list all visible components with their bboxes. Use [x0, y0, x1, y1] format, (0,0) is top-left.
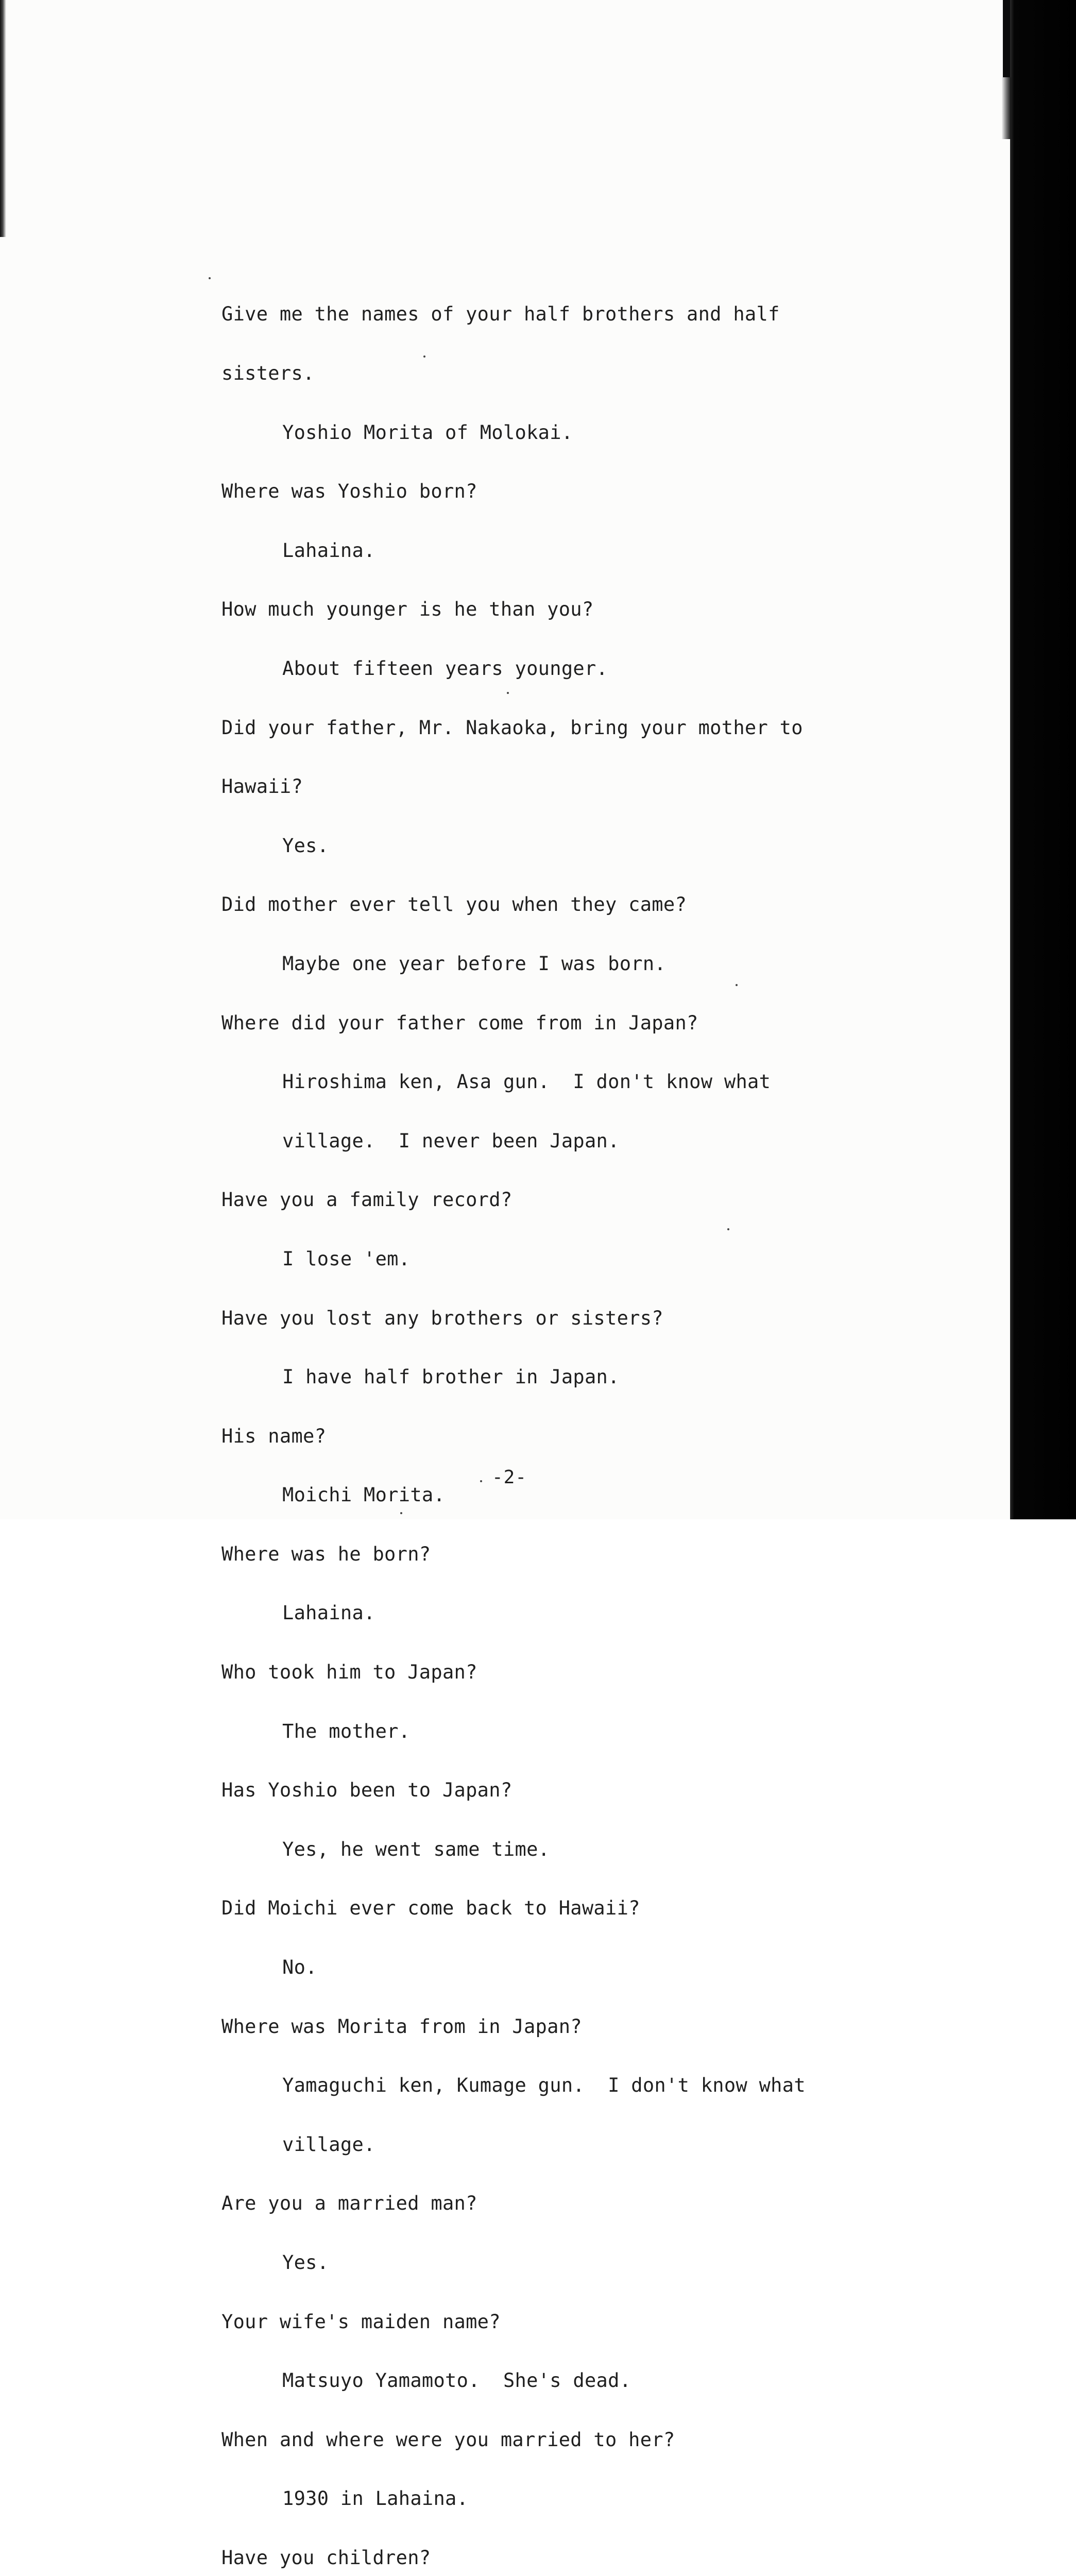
- transcript-question-line: Have you lost any brothers or sisters?: [221, 1307, 663, 1329]
- transcript-question-line: Did mother ever tell you when they came?: [221, 893, 687, 916]
- transcript-answer-line: village. I never been Japan.: [282, 1129, 620, 1152]
- transcript-answer-line: Lahaina.: [282, 1602, 375, 1624]
- transcript-question-line: Has Yoshio been to Japan?: [221, 1779, 513, 1802]
- transcript-question-line: Are you a married man?: [221, 2192, 477, 2215]
- transcript-question-line: Have you children?: [221, 2546, 431, 2569]
- transcript-answer-line: Yoshio Morita of Molokai.: [282, 421, 573, 444]
- transcript-question-line: Did Moichi ever come back to Hawaii?: [221, 1897, 640, 1920]
- page-number: -2-: [492, 1467, 527, 1488]
- transcript-answer-line: About fifteen years younger.: [282, 657, 608, 680]
- transcript-answer-line: Yes.: [282, 834, 329, 857]
- transcript-question-line: How much younger is he than you?: [221, 598, 594, 621]
- transcript-answer-line: The mother.: [282, 1720, 411, 1742]
- transcript-question-line: Did your father, Mr. Nakaoka, bring your mother to: [221, 716, 803, 739]
- scan-left-edge-shadow: [0, 0, 6, 237]
- transcript-answer-line: I have half brother in Japan.: [282, 1366, 620, 1388]
- transcript-answer-line: village.: [282, 2133, 375, 2156]
- scan-speck: [400, 1512, 402, 1514]
- scan-speck: [209, 277, 211, 279]
- transcript-question-line: Your wife's maiden name?: [221, 2310, 501, 2333]
- transcript-answer-line: I lose 'em.: [282, 1247, 411, 1270]
- transcript-question-line: When and where were you married to her?: [221, 2428, 675, 2451]
- scan-speck: [507, 692, 509, 694]
- scan-speck: [727, 1228, 729, 1230]
- transcript-question-line: sisters.: [221, 362, 315, 384]
- scan-right-inner-shadow: [1002, 77, 1011, 139]
- scan-speck: [736, 984, 738, 986]
- transcript-answer-line: 1930 in Lahaina.: [282, 2487, 469, 2510]
- transcript-question-line: Give me the names of your half brothers and half: [221, 303, 780, 326]
- transcript-answer-line: No.: [282, 1956, 317, 1979]
- scan-speck: [480, 1480, 482, 1482]
- transcript-question-line: Hawaii?: [221, 775, 303, 798]
- scan-speck: [423, 355, 425, 358]
- transcript-question-line: Where did your father come from in Japan?: [221, 1011, 698, 1034]
- scan-right-edge-shadow: [1010, 0, 1076, 1519]
- transcript-answer-line: Yamaguchi ken, Kumage gun. I don't know what: [282, 2074, 806, 2097]
- transcript-question-line: His name?: [221, 1425, 327, 1447]
- transcript-question-line: Where was he born?: [221, 1543, 431, 1565]
- scan-right-top-shadow: [1003, 0, 1010, 77]
- transcript-answer-line: Moichi Morita.: [282, 1484, 446, 1506]
- transcript-question-line: Who took him to Japan?: [221, 1661, 477, 1684]
- interview-transcript: [221, 265, 876, 2569]
- transcript-question-line: Where was Yoshio born?: [221, 480, 477, 503]
- transcript-answer-line: Yes.: [282, 2251, 329, 2274]
- transcript-answer-line: Lahaina.: [282, 539, 375, 562]
- transcript-answer-line: Matsuyo Yamamoto. She's dead.: [282, 2369, 631, 2392]
- transcript-question-line: Where was Morita from in Japan?: [221, 2015, 582, 2038]
- transcript-answer-line: Hiroshima ken, Asa gun. I don't know what: [282, 1071, 771, 1093]
- transcript-answer-line: Maybe one year before I was born.: [282, 952, 667, 975]
- transcript-question-line: Have you a family record?: [221, 1189, 513, 1211]
- transcript-answer-line: Yes, he went same time.: [282, 1838, 550, 1860]
